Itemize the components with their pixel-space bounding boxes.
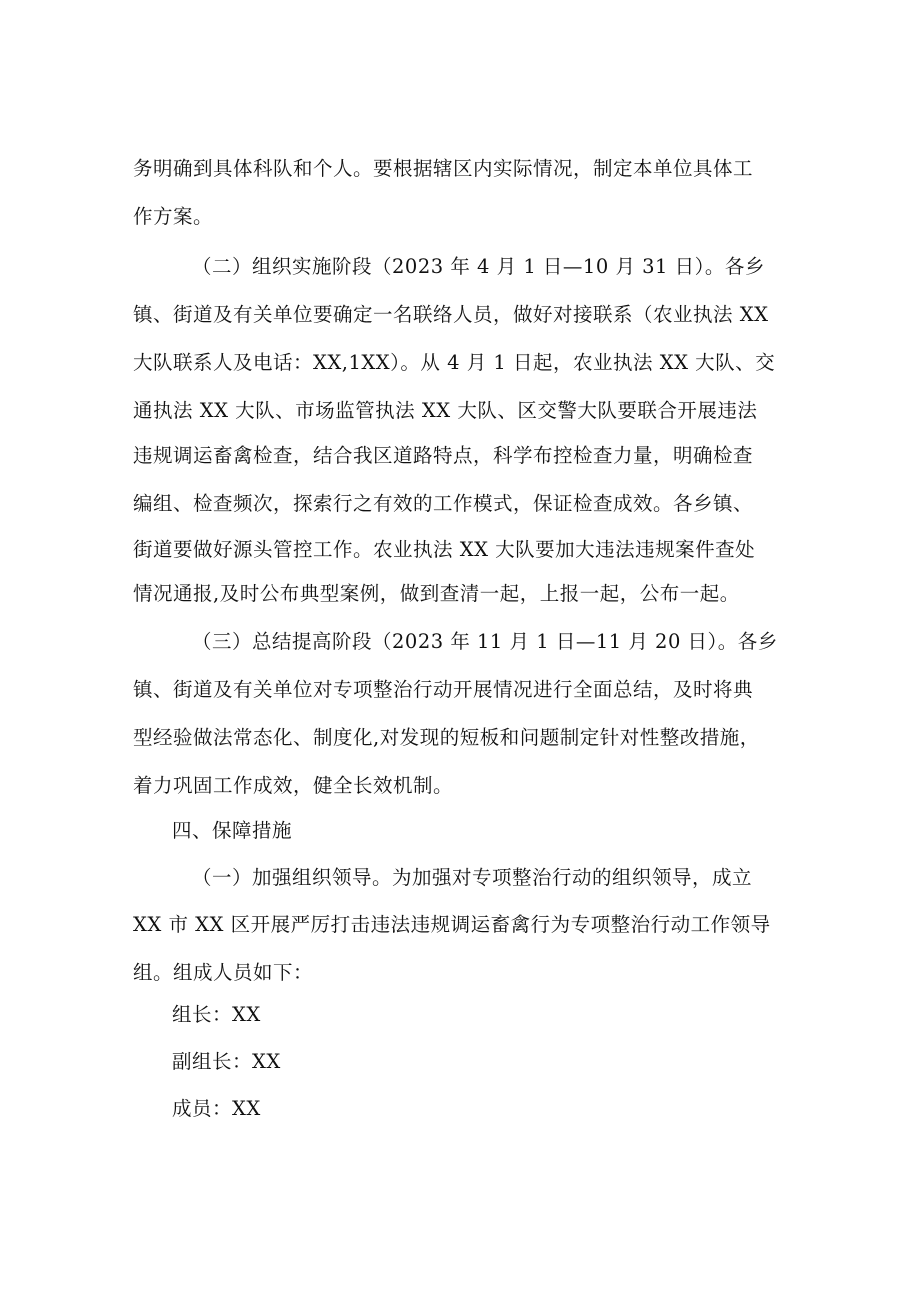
paragraph-line: 作方案。 <box>133 205 214 228</box>
paragraph-line: 镇、街道及有关单位要确定一名联络人员，做好对接联系（农业执法 XX <box>133 303 769 326</box>
paragraph-line: 型经验做法常态化、制度化,对发现的短板和问题制定针对性整改措施， <box>133 726 760 749</box>
paragraph-line: 街道要做好源头管控工作。农业执法 XX 大队要加大违法违规案件查处 <box>133 538 756 561</box>
paragraph-line: 大队联系人及电话：XX,1XX）。从 4 月 1 日起，农业执法 XX 大队、交 <box>133 351 776 374</box>
paragraph-line: 情况通报,及时公布典型案例，做到查清一起，上报一起，公布一起。 <box>133 582 740 605</box>
paragraph-line: 违规调运畜禽检查，结合我区道路特点，科学布控检查力量，明确检查 <box>133 444 754 467</box>
section-heading-2: （二）组织实施阶段（2023 年 4 月 1 日—10 月 31 日）。各乡 <box>192 255 765 278</box>
section-heading-4: 四、保障措施 <box>172 819 293 842</box>
paragraph-line: 组。组成人员如下： <box>133 961 314 984</box>
subsection-heading-1: （一）加强组织领导。为加强对专项整治行动的组织领导，成立 <box>192 866 753 889</box>
paragraph-line: 通执法 XX 大队、市场监管执法 XX 大队、区交警大队要联合开展违法 <box>133 399 758 422</box>
paragraph-line: 编组、检查频次，探索行之有效的工作模式，保证检查成效。各乡镇、 <box>133 492 754 515</box>
paragraph-line: 务明确到具体科队和个人。要根据辖区内实际情况，制定本单位具体工 <box>133 157 754 180</box>
member-members: 成员：XX <box>172 1097 261 1120</box>
member-deputy-leader: 副组长：XX <box>172 1050 281 1073</box>
paragraph-line: 镇、街道及有关单位对专项整治行动开展情况进行全面总结，及时将典 <box>133 678 754 701</box>
section-heading-3: （三）总结提高阶段（2023 年 11 月 1 日—11 月 20 日）。各乡 <box>192 630 778 653</box>
paragraph-line: 着力巩固工作成效，健全长效机制。 <box>133 774 454 797</box>
member-leader: 组长：XX <box>172 1003 261 1026</box>
paragraph-line: XX 市 XX 区开展严厉打击违法违规调运畜禽行为专项整治行动工作领导 <box>133 913 771 936</box>
